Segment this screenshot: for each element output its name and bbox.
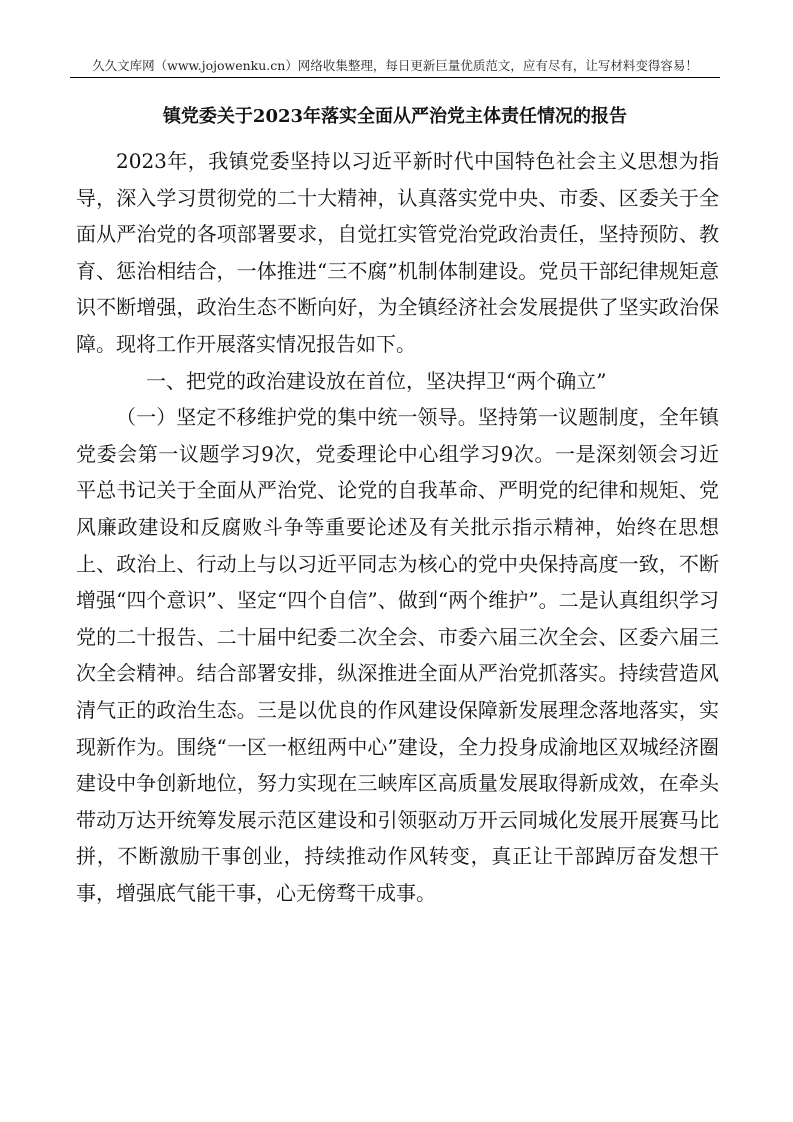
body-paragraph: （一）坚定不移维护党的集中统一领导。坚持第一议题制度，全年镇党委会第一议题学习9次，党委理论中心组学习9次。一是深刻领会习近平总书记关于全面从严治党、论党的自我革命、严明党的纪律和规矩、党风廉政建设和反腐败斗争等重要论述及有关批示指示精神，始终在思想上、政治上、行动上与以习近平同志为核心的党中央保持高度一致，不断增强“四个意识”、坚定“四个自信”、做到“两个维护”。二是认真组织学习党的二十报告、二十届中纪委二次全会、市委六届三次全会、区委六届三次全会精神。结合部署安排，纵深推进全面从严治党抓落实。持续营造风清气正的政治生态。三是以优良的作风建设保障新发展理念落地落实，实现新作为。围绕“一区一枢纽两中心”建设，全力投身成渝地区双城经济圈建设中争创新地位，努力实现在三峡库区高质量发展取得新成效，在牵头带动万达开统筹发展示范区建设和引领驱动万开云同城化发展开展赛马比拼，不断激励干事创业，持续推动作风转变，真正让干部踔厉奋发想干事，增强底气能干事，心无傍骛干成事。 xyxy=(76,405,719,905)
header-divider xyxy=(70,77,720,78)
page-header: 久久文库网（www.jojowenku.cn）网络收集整理，每日更新巨量优质范文，应有尽有，让写材料变得容易！ xyxy=(92,58,698,73)
intro-paragraph: 2023年，我镇党委坚持以习近平新时代中国特色社会主义思想为指导，深入学习贯彻党的二十大精神，认真落实党中央、市委、区委关于全面从严治党的各项部署要求，自觉扛实管党治党政治责任，坚持预防、教育、惩治相结合，一体推进“三不腐”机制体制建设。党员干部纪律规矩意识不断增强，政治生态不断向好，为全镇经济社会发展提供了坚实政治保障。现将工作开展落实情况报告如下。 xyxy=(76,149,719,356)
document-title: 镇党委关于2023年落实全面从严治党主体责任情况的报告 xyxy=(162,106,628,127)
document-body xyxy=(76,143,719,911)
section-heading: 一、把党的政治建设放在首位，坚决捍卫“两个确立” xyxy=(146,368,607,393)
